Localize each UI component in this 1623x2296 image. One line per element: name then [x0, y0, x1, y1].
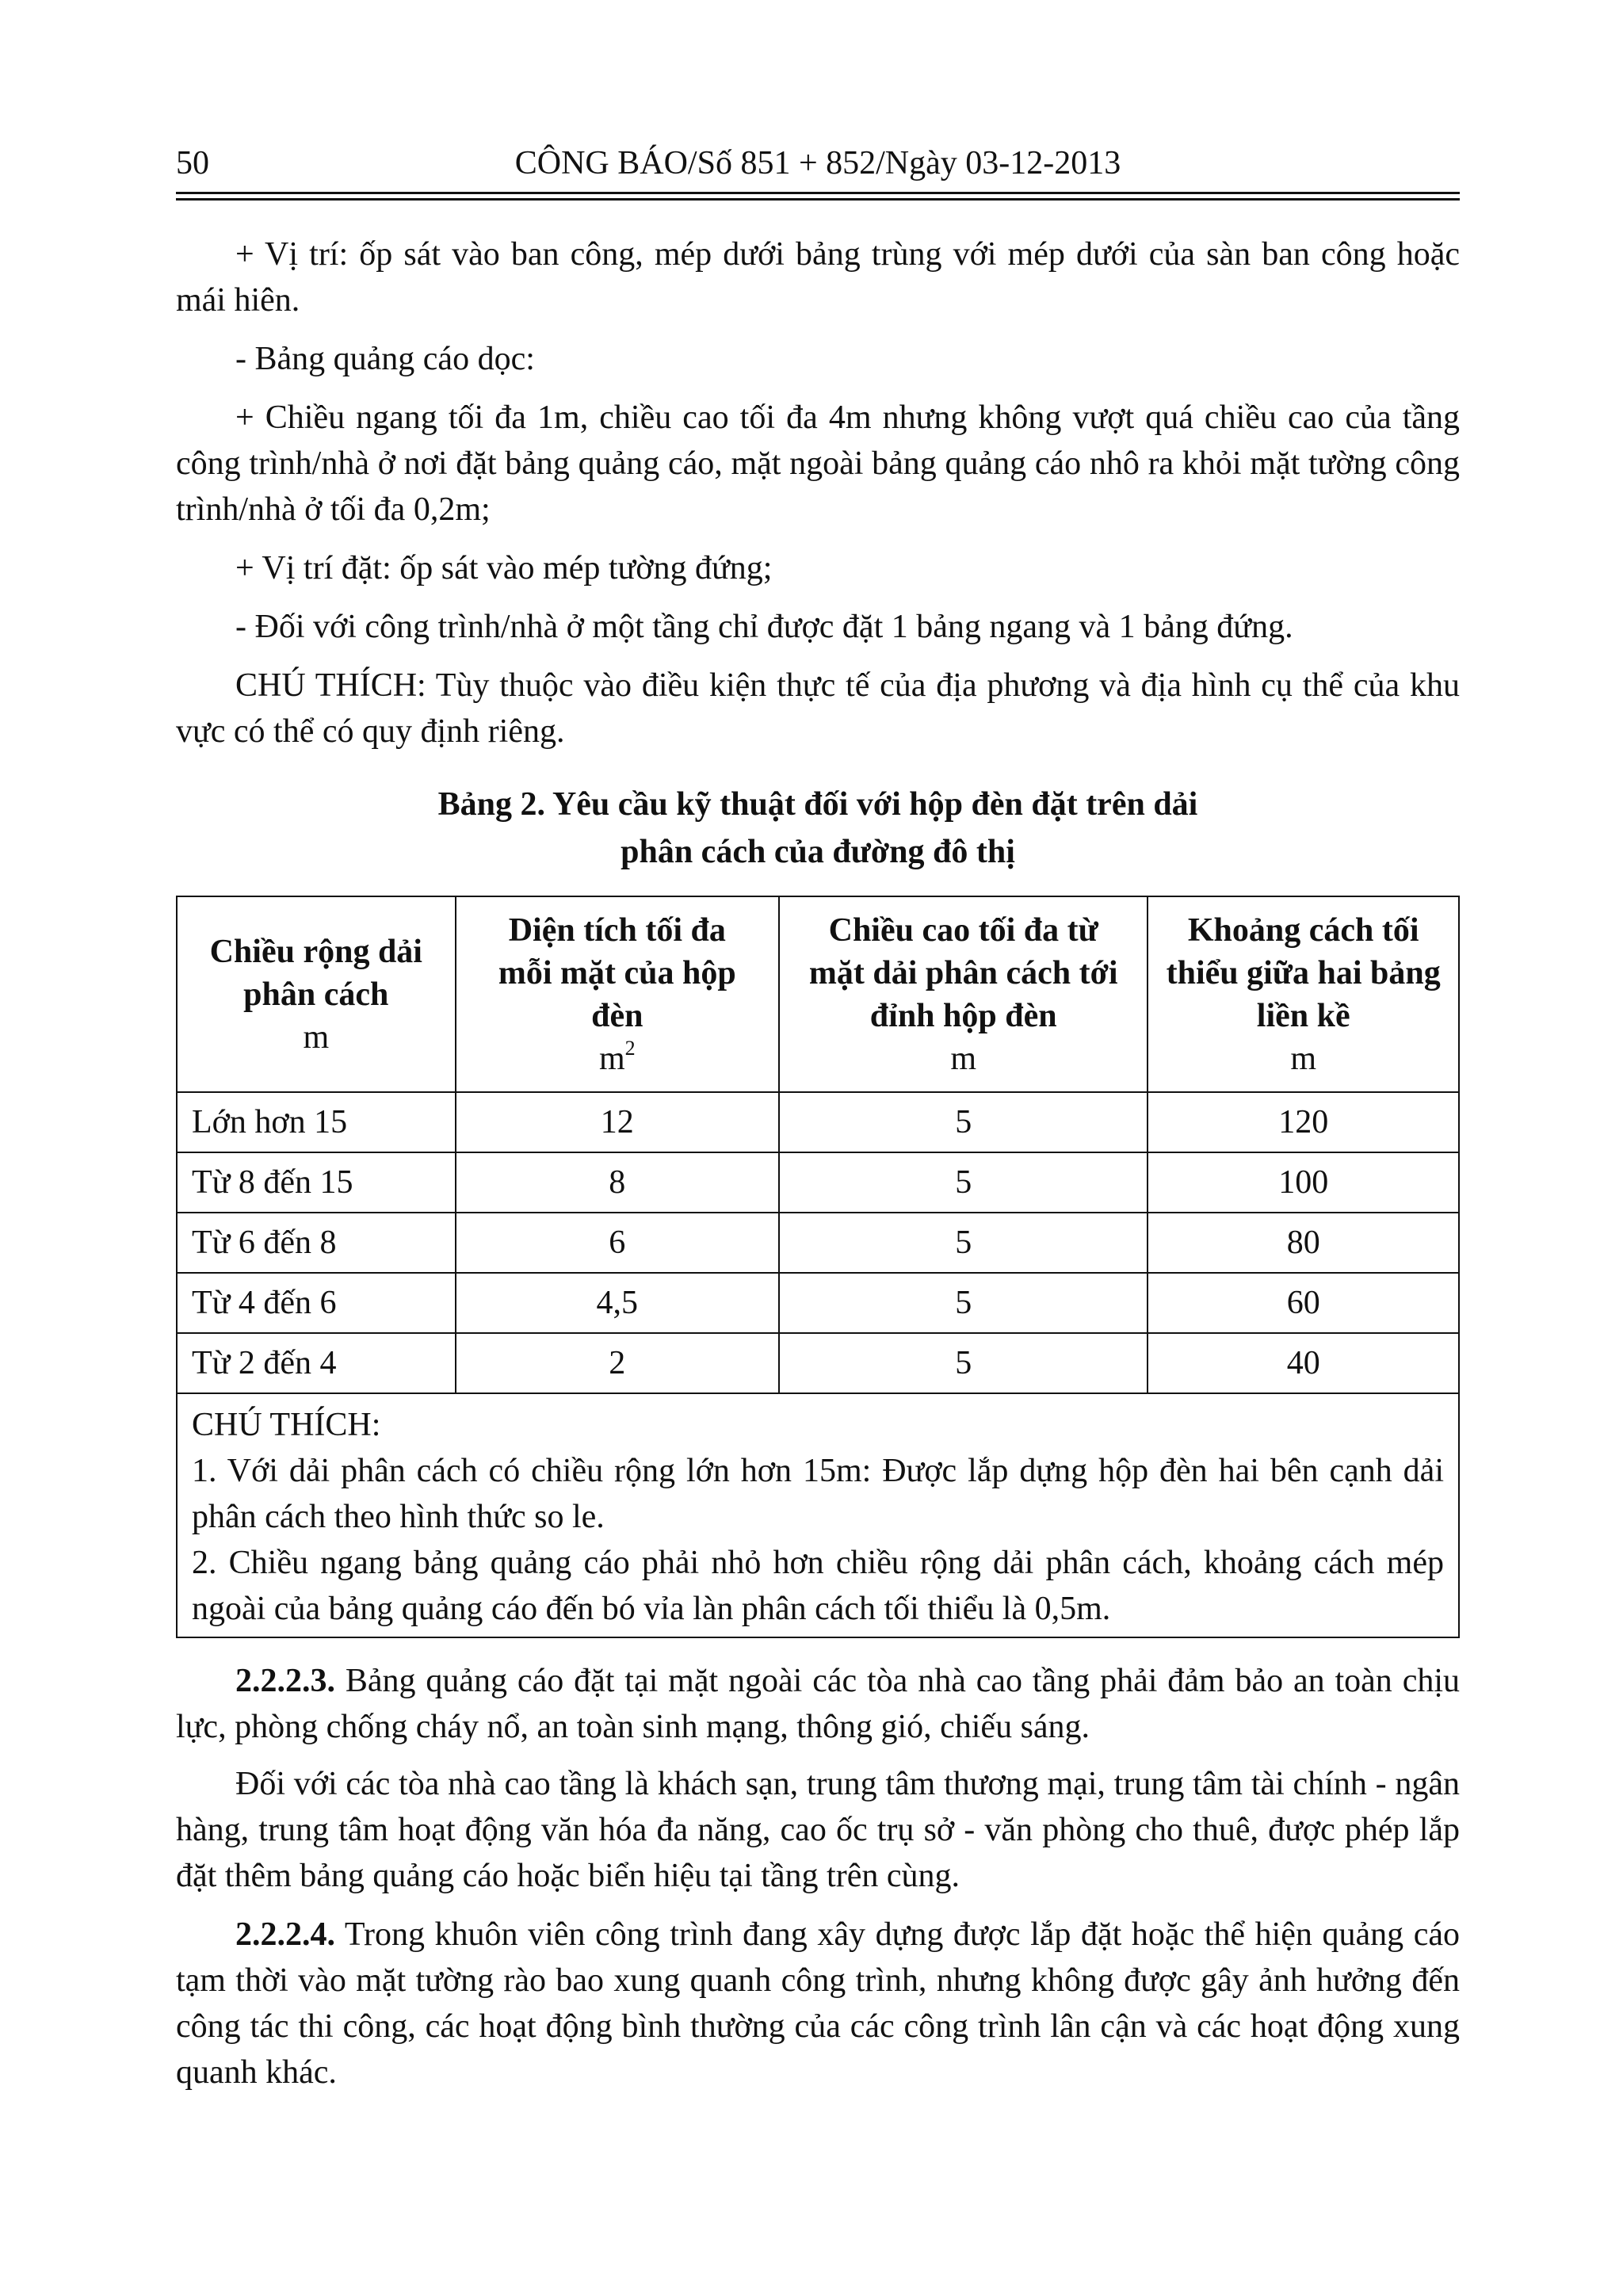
table-cell: 5 — [779, 1152, 1148, 1213]
paragraph-vertical-size: + Chiều ngang tối đa 1m, chiều cao tối đa 4m nhưng không vượt quá chiều cao của tầng công trình/nhà ở nơi đặt bảng quảng cáo, mặt ngoài bảng quảng cáo nhô ra khỏi mặt tường công trình/nhà ở tối đa 0,2m; — [176, 399, 1460, 528]
paragraph-position-balcony: + Vị trí: ốp sát vào ban công, mép dưới bảng trùng với mép dưới của sàn ban công hoặc mái hiên. — [176, 236, 1460, 319]
table-row — [177, 1092, 1459, 1152]
header-unit: m — [1290, 1040, 1317, 1077]
header-min-distance: Khoảng cách tối thiểu giữa hai bảng liền kề m — [1148, 896, 1459, 1092]
table-note-1: 1. Với dải phân cách có chiều rộng lớn hơn 15m: Được lắp dựng hộp đèn hai bên cạnh dải phân cách theo hình thức so le. — [192, 1453, 1444, 1535]
table-cell: Từ 2 đến 4 — [177, 1333, 456, 1393]
page-number: 50 — [176, 145, 209, 181]
header-unit: $m^2$ — [598, 1036, 636, 1077]
table-cell: 2 — [456, 1333, 779, 1393]
gazette-title: CÔNG BÁO/Số 851 + 852/Ngày 03-12-2013 — [514, 145, 1121, 181]
table-cell: Từ 4 đến 6 — [177, 1273, 456, 1333]
table-cell: 5 — [779, 1273, 1148, 1333]
header-max-height: Chiều cao tối đa từ mặt dải phân cách tới đỉnh hộp đèn m — [779, 896, 1148, 1092]
section-number: 2.2.2.3. — [235, 1663, 335, 1699]
table-cell: Từ 8 đến 15 — [177, 1152, 456, 1213]
section-number: 2.2.2.4. — [235, 1916, 335, 1953]
table-caption — [176, 781, 1460, 876]
table-cell: 12 — [456, 1092, 779, 1152]
table-row — [177, 1152, 1459, 1213]
table-cell: 80 — [1148, 1213, 1459, 1273]
table-header-row — [177, 896, 1459, 1092]
table-cell: 120 — [1148, 1092, 1459, 1152]
table-cell: Từ 6 đến 8 — [177, 1213, 456, 1273]
table-row — [177, 1213, 1459, 1273]
table-cell: 8 — [456, 1152, 779, 1213]
header-unit: m — [950, 1040, 977, 1077]
page-header — [176, 141, 1460, 189]
header-rule-top — [176, 192, 1460, 194]
table-note — [177, 1393, 1459, 1637]
lightbox-requirements-table — [176, 896, 1460, 1638]
paragraph-single-floor: - Đối với công trình/nhà ở một tầng chỉ được đặt 1 bảng ngang và 1 bảng đứng. — [235, 609, 1293, 645]
paragraph-vertical-position: + Vị trí đặt: ốp sát vào mép tường đứng; — [235, 550, 773, 586]
header-rule-bottom — [176, 198, 1460, 201]
paragraph-note: CHÚ THÍCH: Tùy thuộc vào điều kiện thực tế của địa phương và địa hình cụ thể của khu vực có thể có quy định riêng. — [176, 667, 1460, 750]
table-cell: 4,5 — [456, 1273, 779, 1333]
header-divider-width: Chiều rộng dải phân cách m — [177, 896, 456, 1092]
table-cell: 100 — [1148, 1152, 1459, 1213]
table-cell: 60 — [1148, 1273, 1459, 1333]
table-cell: 5 — [779, 1213, 1148, 1273]
table-cell: Lớn hơn 15 — [177, 1092, 456, 1152]
section-2-2-2-3: 2.2.2.3. Bảng quảng cáo đặt tại mặt ngoài các tòa nhà cao tầng phải đảm bảo an toàn chịu lực, phòng chống cháy nổ, an toàn sinh mạng, thông gió, chiếu sáng. — [176, 1663, 1460, 1745]
table-cell: 5 — [779, 1092, 1148, 1152]
header-max-area: Diện tích tối đa mỗi mặt của hộp đèn $m^2$ — [456, 896, 779, 1092]
section-2-2-2-3-paragraph-2: Đối với các tòa nhà cao tầng là khách sạn, trung tâm thương mại, trung tâm tài chính - ngân hàng, trung tâm hoạt động văn hóa đa năng, cao ốc trụ sở - văn phòng cho thuê, được phép lắp đặt thêm bảng quảng cáo hoặc biển hiệu tại tầng trên cùng. — [176, 1766, 1460, 1894]
table-note-2: 2. Chiều ngang bảng quảng cáo phải nhỏ hơn chiều rộng dải phân cách, khoảng cách mép ngoài của bảng quảng cáo đến bó vỉa làn phân cách tối thiểu là 0,5m. — [192, 1545, 1444, 1627]
table-cell: 6 — [456, 1213, 779, 1273]
header-unit: m — [303, 1018, 330, 1056]
section-2-2-2-4: 2.2.2.4. Trong khuôn viên công trình đang xây dựng được lắp đặt hoặc thể hiện quảng cáo tạm thời vào mặt tường rào bao xung quanh công trình, nhưng không được gây ảnh hưởng đến công tác thi công, các hoạt động bình thường của các công trình lân cận và các hoạt động xung quanh khác. — [176, 1916, 1460, 2091]
table-note-title: CHÚ THÍCH: — [192, 1407, 381, 1443]
table-note-row — [177, 1393, 1459, 1637]
paragraph-vertical-board: - Bảng quảng cáo dọc: — [235, 341, 535, 377]
table-row — [177, 1273, 1459, 1333]
table-caption-line-2: phân cách của đường đô thị — [621, 834, 1015, 870]
table-caption-line-1: Bảng 2. Yêu cầu kỹ thuật đối với hộp đèn đặt trên dải — [437, 786, 1198, 823]
table-cell: 40 — [1148, 1333, 1459, 1393]
table-cell: 5 — [779, 1333, 1148, 1393]
table-row — [177, 1333, 1459, 1393]
